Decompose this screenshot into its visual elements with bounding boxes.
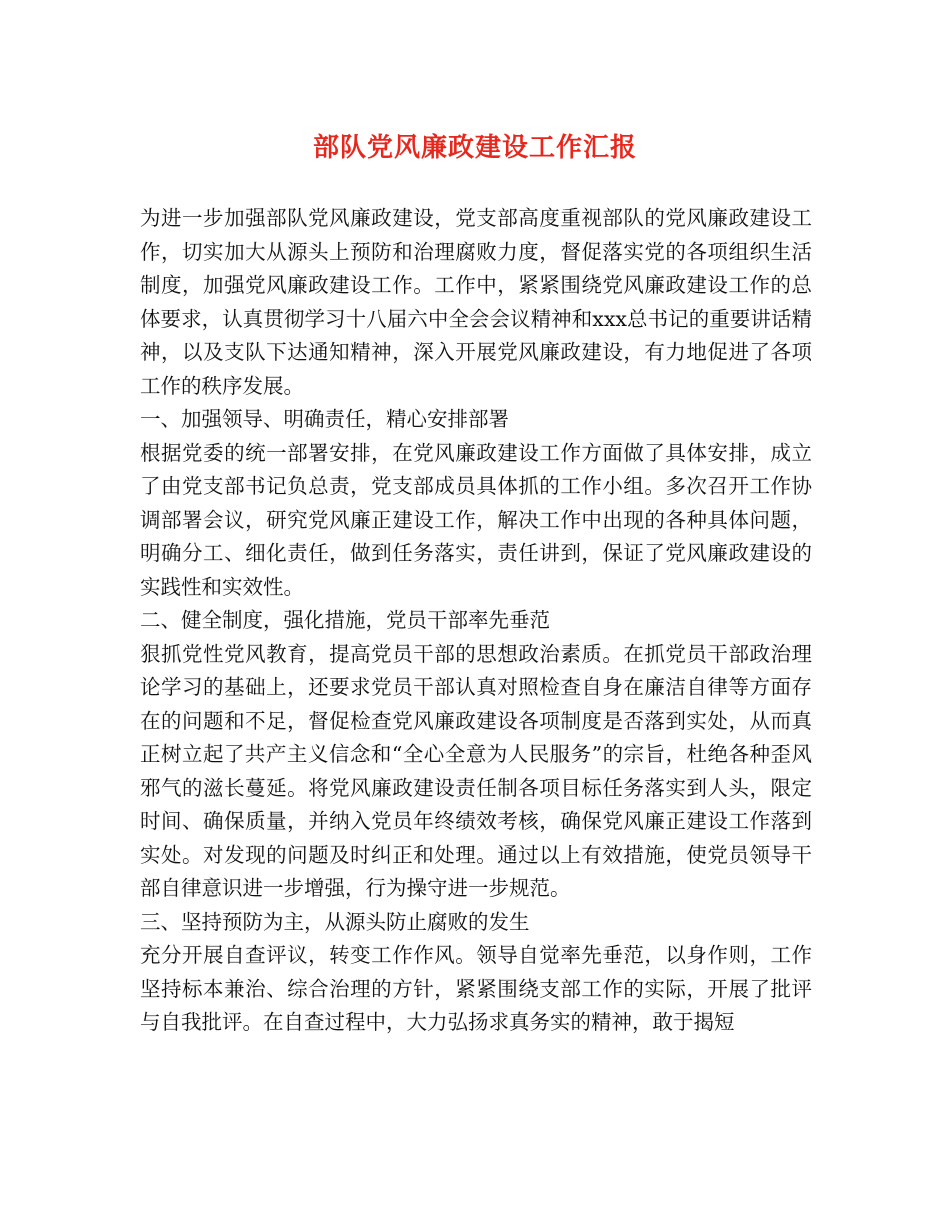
paragraph-intro: 为进一步加强部队党风廉政建设，党支部高度重视部队的党风廉政建设工作，切实加大从源头上预防和治理腐败力度，督促落实党的各项组织生活制度，加强党风廉政建设工作。工作中，紧紧围绕党风廉政建设工作的总体要求，认真贯彻学习十八届六中全会会议精神和xxx总书记的重要讲话精神，以及支队下达通知精神，深入开展党风廉政建设，有力地促进了各项工作的秩序发展。 <box>140 206 812 398</box>
paragraph-section-2: 狠抓党性党风教育，提高党员干部的思想政治素质。在抓党员干部政治理论学习的基础上，还要求党员干部认真对照检查自身在廉洁自律等方面存在的问题和不足，督促检查党风廉政建设各项制度是否落到实处，从而真正树立起了共产主义信念和“全心全意为人民服务”的宗旨，杜绝各种歪风邪气的滋长蔓延。将党风廉政建设责任制各项目标任务落实到人头，限定时间、确保质量，并纳入党员年终绩效考核，确保党风廉正建设工作落到实处。对发现的问题及时纠正和处理。通过以上有效措施，使党员领导干部自律意识进一步增强，行为操守进一步规范。 <box>140 641 812 900</box>
section-heading-3: 三、坚持预防为主，从源头防止腐败的发生 <box>140 909 530 934</box>
paragraph-section-1: 根据党委的统一部署安排，在党风廉政建设工作方面做了具体安排，成立了由党支部书记负总责，党支部成员具体抓的工作小组。多次召开工作协调部署会议，研究党风廉正建设工作，解决工作中出现的各种具体问题，明确分工、细化责任，做到任务落实，责任讲到，保证了党风廉政建设的实践性和实效性。 <box>140 440 812 599</box>
section-heading-2: 二、健全制度，强化措施，党员干部率先垂范 <box>140 608 550 632</box>
document-body <box>140 202 812 1040</box>
document-title: 部队党风廉政建设工作汇报 <box>312 133 637 163</box>
section-heading-1: 一、加强领导、明确责任，精心安排部署 <box>140 407 509 431</box>
paragraph-section-3: 充分开展自查评议，转变工作作风。领导自觉率先垂范，以身作则，工作坚持标本兼治、综合治理的方针，紧紧围绕支部工作的实际，开展了批评与自我批评。在自查过程中，大力弘扬求真务实的精神，敢于揭短 <box>140 943 812 1034</box>
